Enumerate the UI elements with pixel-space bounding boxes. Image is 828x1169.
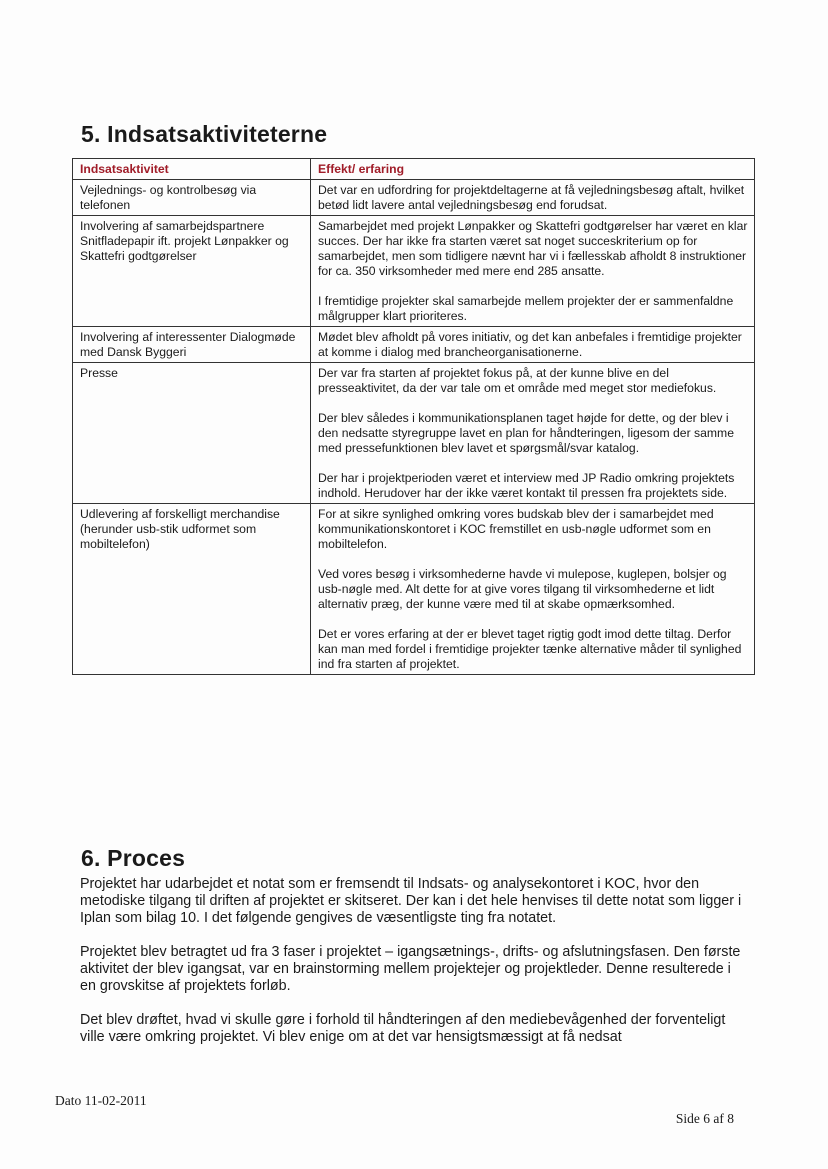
activity-cell: Vejlednings- og kontrolbesøg via telefonen — [73, 180, 311, 216]
section-5-heading: 5. Indsatsaktiviteterne — [81, 121, 328, 147]
effect-paragraph: Der var fra starten af projektet fokus på, at der kunne blive en del presseaktivitet, da der var tale om et område med meget stor mediefokus. — [318, 366, 717, 395]
section-6-body — [80, 876, 750, 1063]
table-row — [73, 327, 755, 363]
activities-table — [72, 158, 755, 675]
effect-paragraph: I fremtidige projekter skal samarbejde mellem projekter der er sammenfaldne målgrupper klart prioriteres. — [318, 294, 734, 323]
effect-paragraph: Der blev således i kommunikationsplanen taget højde for dette, og der blev i den nedsatte styregruppe lavet en plan for håndteringen, ligesom der samme med pressefunktionen blev lavet et spørgsmål/svar katalog. — [318, 411, 734, 455]
effect-cell — [311, 327, 755, 363]
table-row — [73, 504, 755, 675]
table-header-row — [73, 159, 755, 180]
activity-cell: Presse — [73, 363, 311, 504]
table-row — [73, 180, 755, 216]
table-row — [73, 216, 755, 327]
activity-cell: Involvering af samarbejdspartnere Snitfladepapir ift. projekt Lønpakker og Skattefri godtgørelser — [73, 216, 311, 327]
table-row — [73, 363, 755, 504]
effect-paragraph: Ved vores besøg i virksomhederne havde vi mulepose, kuglepen, bolsjer og usb-nøgle med. Alt dette for at give vores tilgang til virksomhederne et lidt alternativ præg, der kunne være med til at skabe opmærksomhed. — [318, 567, 727, 611]
effect-cell — [311, 363, 755, 504]
effect-paragraph: Samarbejdet med projekt Lønpakker og Skattefri godtgørelser har været en klar succes. Der har ikke fra starten været sat noget succeskriterium op for samarbejdet, men som tidligere nævnt har vi i fællesskab afholdt 8 instruktioner for ca. 350 virksomheder med mere end 285 ansatte. — [318, 219, 748, 278]
column-header-effect: Effekt/ erfaring — [311, 159, 755, 180]
effect-paragraph: Det er vores erfaring at der er blevet taget rigtig godt imod dette tiltag. Derfor kan man med fordel i fremtidige projekter tænke alternative måder til synlighed ind fra starten af projektet. — [318, 627, 742, 671]
body-paragraph: Projektet blev betragtet ud fra 3 faser i projektet – igangsætnings-, drifts- og afslutningsfasen. Den første aktivitet der blev igangsat, var en brainstorming mellem projektejer og projektleder. Denne resulterede i en grovskitse af projektets forløb. — [80, 944, 741, 994]
footer-page-number: Side 6 af 8 — [675, 1111, 734, 1126]
effect-paragraph: Det var en udfordring for projektdeltagerne at få vejledningsbesøg aftalt, hvilket betød lidt lavere antal vejledningsbesøg end forudsat. — [318, 183, 745, 212]
effect-paragraph: Der har i projektperioden været et interview med JP Radio omkring projektets indhold. Herudover har der ikke været kontakt til pressen fra projektets side. — [318, 471, 735, 500]
section-6-heading: 6. Proces — [81, 845, 186, 871]
effect-cell — [311, 216, 755, 327]
activity-cell: Udlevering af forskelligt merchandise (herunder usb-stik udformet som mobiltelefon) — [73, 504, 311, 675]
body-paragraph: Projektet har udarbejdet et notat som er fremsendt til Indsats- og analysekontoret i KOC, hvor den metodiske tilgang til driften af projektet er skitseret. Der kan i det hele henvises til dette notat som ligger i Iplan som bilag 10. I det følgende gengives de væsentligste ting fra notatet. — [80, 876, 742, 926]
effect-cell — [311, 504, 755, 675]
footer-date: Dato 11-02-2011 — [55, 1093, 147, 1108]
column-header-activity: Indsatsaktivitet — [73, 159, 311, 180]
effect-paragraph: Mødet blev afholdt på vores initiativ, og det kan anbefales i fremtidige projekter at komme i dialog med brancheorganisationerne. — [318, 330, 742, 359]
body-paragraph: Det blev drøftet, hvad vi skulle gøre i forhold til håndteringen af den mediebevågenhed der forventeligt ville være omkring projektet. Vi blev enige om at det var hensigtsmæssigt at få nedsat — [80, 1012, 726, 1045]
effect-paragraph: For at sikre synlighed omkring vores budskab blev der i samarbejdet med kommunikationskontoret i KOC fremstillet en usb-nøgle udformet som en mobiltelefon. — [318, 507, 714, 551]
effect-cell — [311, 180, 755, 216]
activity-cell: Involvering af interessenter Dialogmøde med Dansk Byggeri — [73, 327, 311, 363]
